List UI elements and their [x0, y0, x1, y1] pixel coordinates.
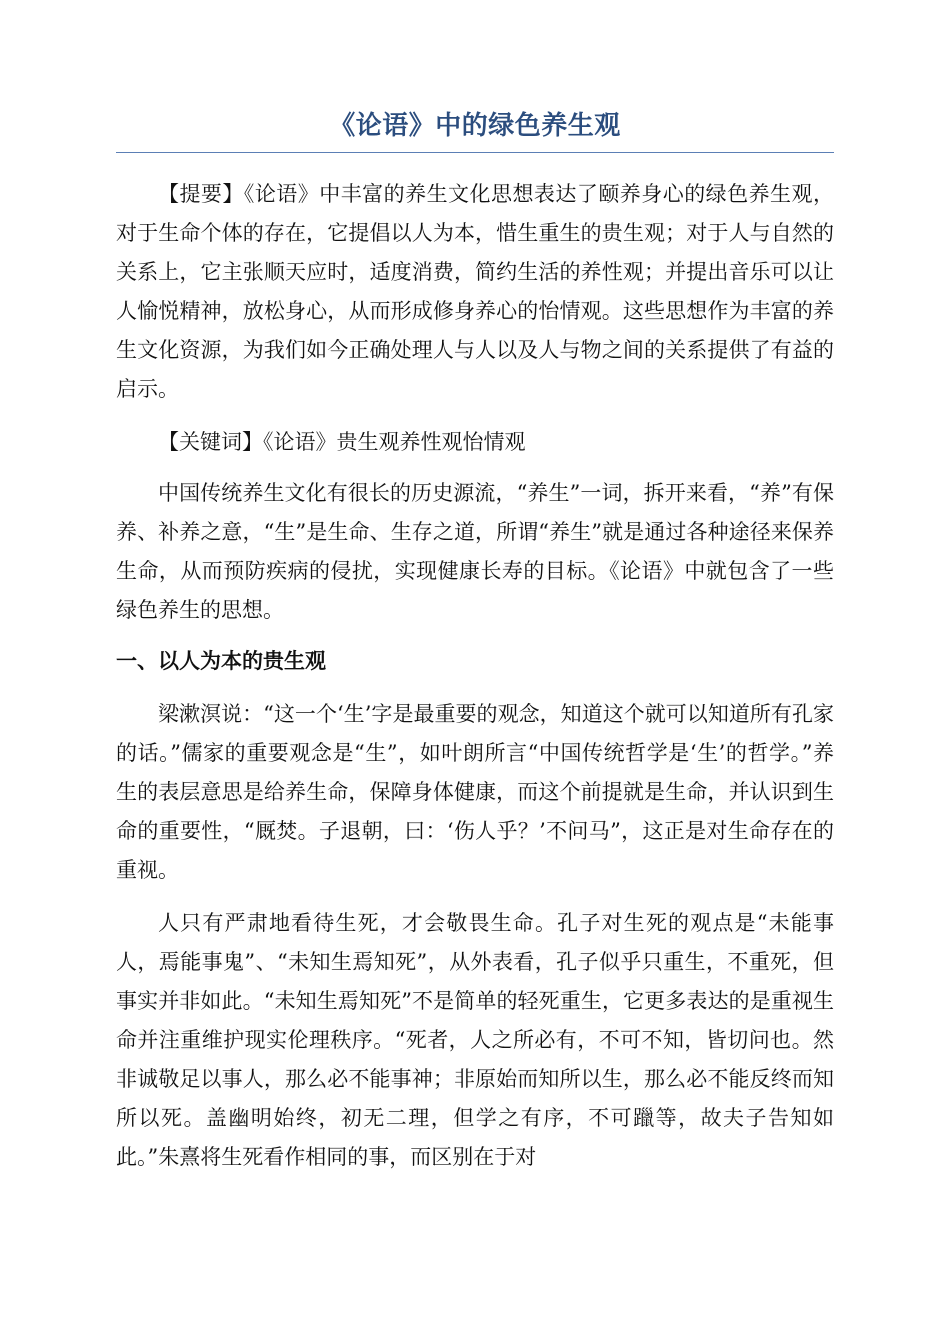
intro-paragraph: 中国传统养生文化有很长的历史源流，“养生”一词，拆开来看，“养”有保养、补养之意，“生”是生命、生存之道，所谓“养生”就是通过各种途径来保养生命，从而预防疾病的侵扰，实现健康长寿的目标。《论语》中就包含了一些绿色养生的思想。	[116, 481, 834, 623]
body-paragraph: 梁漱溟说：“这一个‘生’字是最重要的观念，知道这个就可以知道所有孔家的话。”儒家的重要观念是“生”，如叶朗所言“中国传统哲学是‘生’的哲学。”养生的表层意思是给养生命，保障身体健康，而这个前提就是生命，并认识到生命的重要性，“厩焚。子退朝，曰：‘伤人乎？’不问马”，这正是对生命存在的重视。	[116, 702, 834, 883]
document-title: 《论语》中的绿色养生观	[116, 108, 834, 153]
body-paragraph: 人只有严肃地看待生死，才会敬畏生命。孔子对生死的观点是“未能事人，焉能事鬼”、“未知生焉知死”，从外表看，孔子似乎只重生，不重死，但事实并非如此。“未知生焉知死”不是简单的轻死重生，它更多表达的是重视生命并注重维护现实伦理秩序。“死者，人之所必有，不可不知，皆切问也。然非诚敬足以事人，那么必不能事神；非原始而知所以生，那么必不能反终而知所以死。盖幽明始终，初无二理，但学之有序，不可躐等，故夫子告知如此。”朱熹将生死看作相同的事，而区别在于对	[116, 911, 834, 1170]
document-page	[116, 108, 834, 1177]
section-heading: 一、以人为本的贵生观	[116, 649, 326, 674]
keywords-paragraph: 【关键词】《论语》贵生观养性观怡情观	[158, 430, 526, 455]
abstract-paragraph: 【提要】《论语》中丰富的养生文化思想表达了颐养身心的绿色养生观，对于生命个体的存在，它提倡以人为本，惜生重生的贵生观；对于人与自然的关系上，它主张顺天应时，适度消费，简约生活的养性观；并提出音乐可以让人愉悦精神，放松身心，从而形成修身养心的怡情观。这些思想作为丰富的养生文化资源，为我们如今正确处理人与人以及人与物之间的关系提供了有益的启示。	[116, 182, 834, 402]
